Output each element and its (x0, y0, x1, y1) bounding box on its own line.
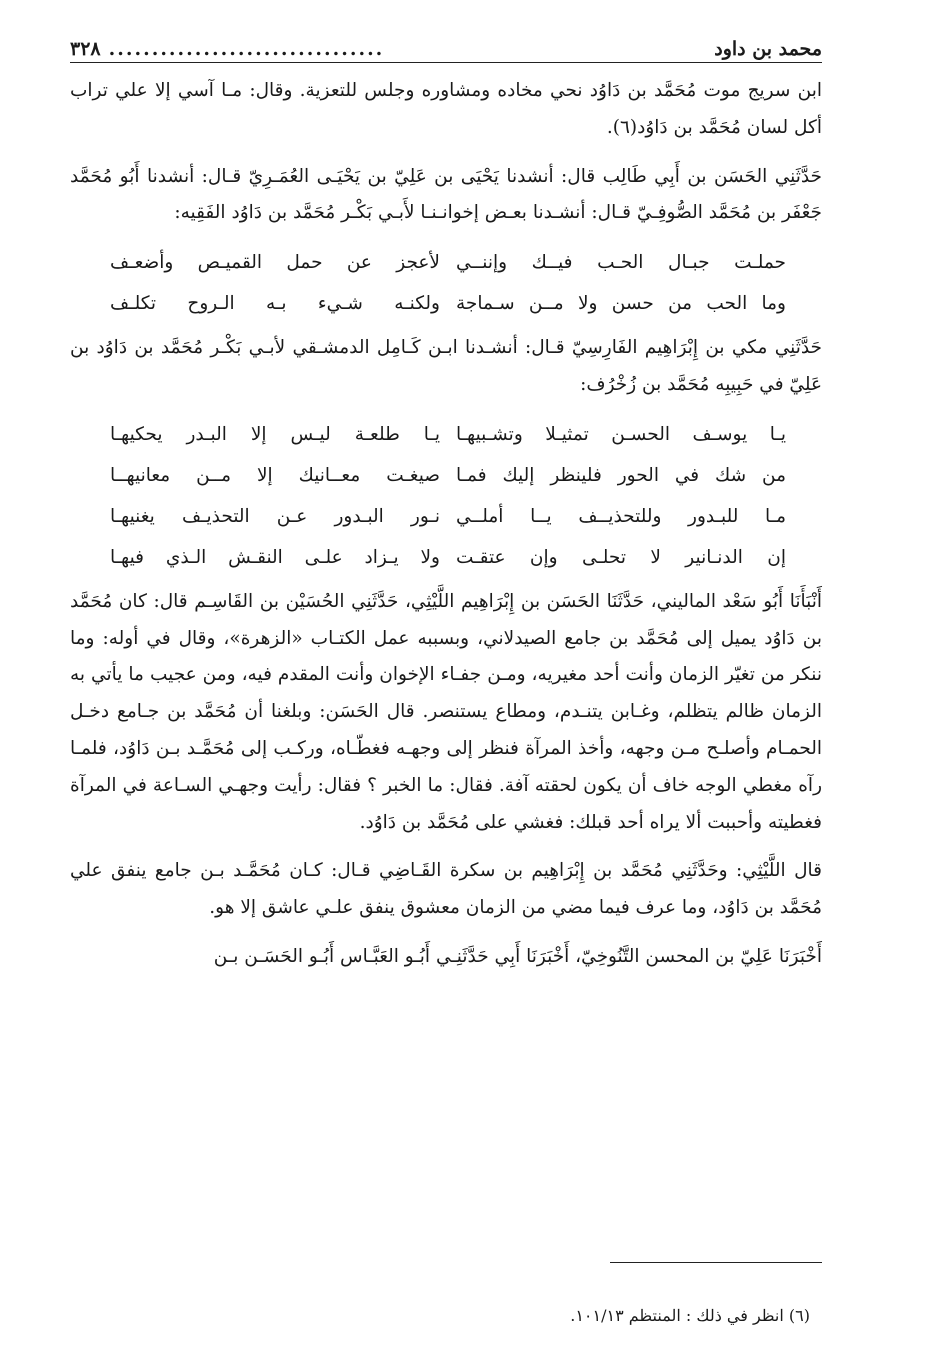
paragraph-6: أَخْبَرَنَا عَلِيّ بن المحسن التَّنُوخِيّ، أَخْبَرَنَا أَبِي حَدَّثَنِـي أَبُـو العَبَّـاس أَبُـو الحَسَـن بـن (213, 945, 822, 967)
footnote: (٦) انظر في ذلك : المنتظم ١٠١/١٣. (570, 1306, 810, 1325)
verse-row (70, 537, 822, 578)
verse-row (70, 283, 822, 324)
paragraph-4: أَنْبَأَنَا أَبُو سَعْد الماليني، حَدَّثَنَا الحَسَن بن إِبْرَاهِيم اللَّيْثِي، حَدَّثَنِي الحُسَيْن بن القَاسِـم قال: كان مُحَمَّد بن دَاوُد يميل إلى مُحَمَّد بن جامع الصيدلاني، وبسببه عمل الكتـاب «الزهرة»، وقال في أوله: وما ننكر من تغيّر الزمان وأنت أحد مغيريه، ومـن جفـاء الإخوان وأنت المقدم فيه، ومن عجيب ما يأتي به الزمان ظالم يتظلم، وغـابن يتنـدم، ومطاع يستنصر. قال الحَسَن: وبلغنا أن مُحَمَّد بن جـامع دخـل الحمـام وأصلـح مـن وجهه، وأخذ المرآة فنظر إلى وجهـه فغطّـاه، وركـب إلى مُحَمَّـد بـن دَاوُد، فلمـا رآه مغطي الوجه خاف أن يكون لحقته آفة. فقال: ما الخبر ؟ فقال: رأيت وجهـي السـاعة في المرآة فغطيته وأحببت ألا يراه أحد قبلك: فغشي على مُحَمَّد بن دَاوُد. (70, 590, 822, 833)
verse-hemistich-right: يـا يوسـف الحسـن تمثيـلا وتشـبيهـا (456, 423, 786, 445)
paragraph-2: حَدَّثَنِي الحَسَن بن أَبِي طَالِب قال: أنشدنا يَحْيَى بن عَلِيّ بن يَحْيَـى العُمَـرِيّ قـال: أنشدنا أَبُو مُحَمَّد جَعْفَر بن مُحَمَّد الصُّوفِـيّ قـال: أنشـدنا بعـض إخوانـنـا لأَبـي بَكْـر مُحَمَّد بن دَاوُد الفَقِيه: (70, 165, 822, 224)
verse-row (70, 455, 822, 496)
page-number: ٣٢٨ (70, 38, 101, 60)
paragraph-1: ابن سريج موت مُحَمَّد بن دَاوُد نحي مخاده ومشاوره وجلس للتعزية. وقال: مـا آسي إلا علي تراب أكل لسان مُحَمَّد بن دَاوُد(٦). (70, 80, 822, 138)
verse-row (70, 414, 822, 455)
verse-hemistich-right: إن الدنـانير لا تحلـى وإن عتقـت (456, 546, 786, 568)
verse-hemistich-right: حملـت جبـال الحـب فيــك وإننــي (456, 252, 786, 274)
running-title: محمد بن داود (714, 38, 822, 60)
verse-hemistich-right: وما الحب من حسن ولا مــن سـماجة (456, 293, 786, 315)
footnote-divider (610, 1262, 822, 1263)
paragraph-3: حَدَّثَنِي مكي بن إِبْرَاهِيم الفَارِسِيّ قـال: أنشـدنا ابـن كَـامِل الدمشـقي لأبـي بَكْـر مُحَمَّد بن دَاوُد بن عَلِيّ في حَبِيبِه مُحَمَّد بن زُخْرُف: (70, 337, 822, 395)
verse-row (70, 242, 822, 283)
page-header (70, 30, 822, 63)
verse-hemistich-left: ولكنـه شـيء بـه الـروح تكلـف (110, 293, 440, 315)
verse-hemistich-left: لأعجز عن حمل القميـص وأضعـف (110, 252, 440, 274)
header-dots: ................................ (108, 38, 385, 60)
page (70, 30, 822, 1330)
verse-hemistich-left: ولا يـزاد علـى النقـش الـذي فيهـا (110, 546, 440, 568)
poem-1 (70, 242, 822, 324)
paragraph-5: قال اللَّيْثِي: وحَدَّثَنِي مُحَمَّد بن إِبْرَاهِيم بن سكرة القَـاضِي قـال: كـان مُحَمَّـد بـن جامع ينفق علي مُحَمَّد بن دَاوُد، وما عرف فيما مضي من الزمان معشوق ينفق علـي عاشق إلا هو. (70, 860, 822, 919)
verse-hemistich-left: يـا طلعـة ليـس إلا البـدر يحكيهـا (110, 423, 440, 445)
verse-hemistich-right: مـا للبـدور وللتحذيــف يــا أملــي (456, 505, 786, 527)
verse-row (70, 496, 822, 537)
verse-hemistich-left: صيغـت معــانيك إلا مــن معانيهــا (110, 464, 440, 486)
verse-hemistich-left: نـور البـدور عـن التحذيـف يغنيهـا (110, 505, 440, 527)
verse-hemistich-right: من شك في الحور فلينظر إليك فمـا (456, 464, 786, 486)
poem-2 (70, 414, 822, 578)
